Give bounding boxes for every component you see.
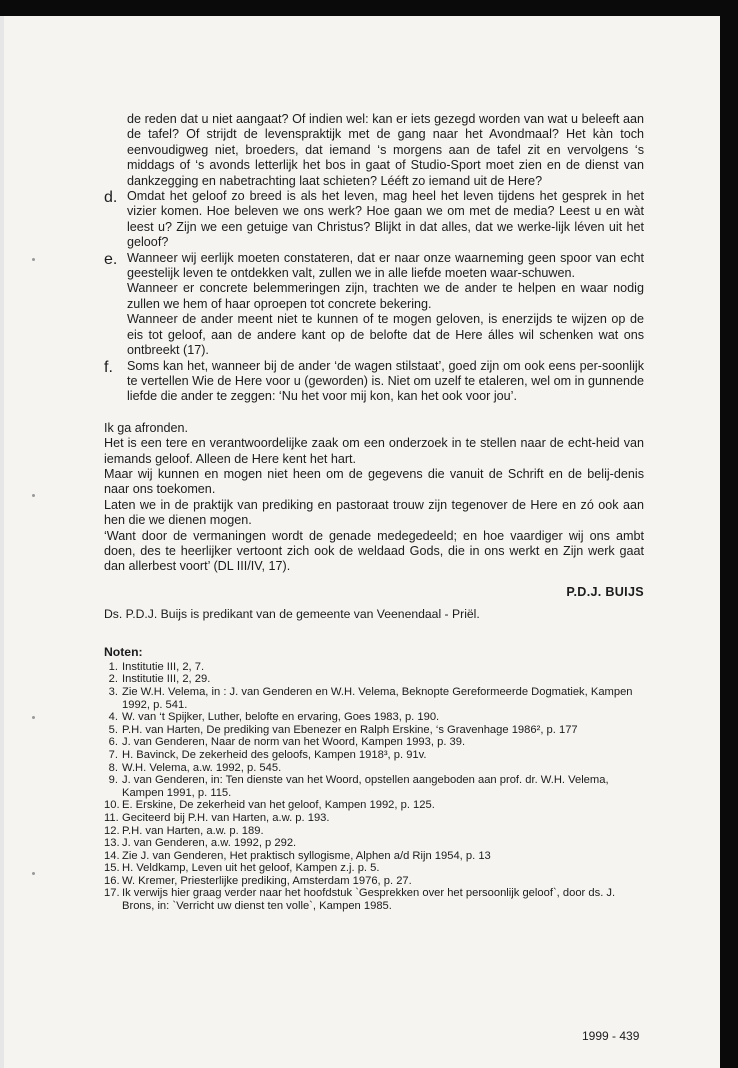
note-text: H. Bavinck, De zekerheid des geloofs, Kampen 1918³, p. 91v. (122, 748, 427, 761)
author-bio: Ds. P.D.J. Buijs is predikant van de gemeente van Veenendaal - Priël. (104, 606, 480, 621)
article-body (104, 112, 644, 913)
note-text: P.H. van Harten, a.w. p. 189. (122, 824, 264, 837)
scan-speck (32, 872, 35, 875)
note-number: 4. (108, 711, 118, 724)
scan-top-border (0, 0, 738, 16)
note-item (104, 749, 644, 762)
note-number: 11. (104, 811, 119, 824)
list-label: d. (104, 189, 118, 207)
note-item (104, 799, 644, 812)
scan-right-border (720, 0, 738, 1068)
note-item (104, 774, 644, 799)
note-text: W. van ‘t Spijker, Luther, belofte en ervaring, Goes 1983, p. 190. (122, 711, 440, 724)
note-item (104, 686, 644, 711)
note-number: 5. (108, 723, 118, 736)
note-text: Ik verwijs hier graag verder naar het hoofdstuk `Gesprekken over het persoonlijk geloof`, door ds. J. Brons, in: `Verricht uw dienst ten volle`, Kampen 1985. (122, 887, 616, 913)
note-number: 14. (104, 849, 120, 862)
closing-quote: ‘Want door de vermaningen wordt de genade medegedeeld; en hoe vaardiger wij ons ambt doen, des te heerlijker vertoont zich ook de weldaad Gods, die in ons werkt en Zijn werk gaat dan allerbest voort’ (DL III/IV, 17). (104, 528, 644, 574)
list-item-f (104, 359, 644, 405)
note-item (104, 661, 644, 674)
note-item (104, 850, 644, 863)
list-label: e. (104, 250, 118, 268)
note-text: Zie W.H. Velema, in : J. van Genderen en W.H. Velema, Beknopte Gereformeerde Dogmatiek, Kampen 1992, p. 541. (122, 685, 633, 711)
list-item-c-continuation (104, 112, 644, 189)
notes-list (104, 661, 644, 913)
note-number: 3. (108, 685, 118, 698)
note-number: 9. (108, 774, 118, 787)
note-item (104, 673, 644, 686)
note-text: Institutie III, 2, 7. (122, 660, 205, 673)
closing-paragraph: Ik ga afronden. (104, 420, 189, 435)
scan-speck (32, 494, 35, 497)
note-text: Institutie III, 2, 29. (122, 673, 211, 686)
note-number: 2. (108, 673, 118, 686)
note-number: 1. (108, 660, 118, 673)
note-item (104, 736, 644, 749)
note-text: E. Erskine, De zekerheid van het geloof, Kampen 1992, p. 125. (122, 799, 435, 812)
scan-speck (32, 716, 35, 719)
note-item (104, 711, 644, 724)
paragraph: Soms kan het, wanneer bij de ander ‘de wagen stilstaat’, goed zijn om ook eens per-soonlijk te vertellen Wie de Here voor u (geworden) is. Niet om uzelf te etaleren, wel om in gunnende liefde die ander te zeggen: ‘Nu het voor mij kon, kan het ook voor jou’. (127, 358, 644, 404)
notes-heading: Noten: (104, 644, 143, 659)
note-number: 8. (108, 761, 118, 774)
paragraph: Wanneer er concrete belemmeringen zijn, trachten we de ander te helpen en waar nodig zullen we hem of haar oproepen tot concrete bekering. (127, 281, 644, 311)
note-text: J. van Genderen, Naar de norm van het Woord, Kampen 1993, p. 39. (122, 736, 466, 749)
note-item (104, 825, 644, 838)
paragraph: de reden dat u niet aangaat? Of indien wel: kan er iets gezegd worden van wat u beleeft aan de tafel? Of strijdt de levenspraktijk met de gang naar het Avondmaal? Het kàn toch eenvoudigweg niet, broeders, dat iemand ‘s morgens aan de tafel zit en vervolgens ‘s middags of ‘s avonds letterlijk het bos in gaat of Studio-Sport moet zien en de dienst van dankzegging en nabetrachting laat schieten? Lééft zo iemand uit de Here? (127, 112, 644, 188)
note-item (104, 762, 644, 775)
note-number: 15. (104, 862, 120, 875)
note-item (104, 837, 644, 850)
note-text: W. Kremer, Priesterlijke prediking, Amsterdam 1976, p. 27. (122, 874, 412, 887)
note-item (104, 887, 644, 912)
note-number: 6. (108, 736, 118, 749)
scan-speck (32, 258, 35, 261)
note-item (104, 875, 644, 888)
note-number: 12. (104, 824, 120, 837)
page-number: 1999 - 439 (582, 1029, 640, 1043)
note-text: Geciteerd bij P.H. van Harten, a.w. p. 193. (122, 811, 330, 824)
closing-paragraph: Maar wij kunnen en mogen niet heen om de gegevens die vanuit de Schrift en de belij-denis naar ons toekomen. (104, 466, 644, 497)
note-text: H. Veldkamp, Leven uit het geloof, Kampen z.j. p. 5. (122, 862, 380, 875)
closing-paragraph: Laten we in de praktijk van prediking en pastoraat trouw zijn tegenover de Here en zó ook aan hen die we dienen mogen. (104, 497, 644, 528)
list-label: f. (104, 358, 113, 376)
note-text: P.H. van Harten, De prediking van Ebenezer en Ralph Erskine, ‘s Gravenhage 1986², p. 177 (122, 723, 578, 736)
note-text: Zie J. van Genderen, Het praktisch syllogisme, Alphen a/d Rijn 1954, p. 13 (122, 849, 491, 862)
note-number: 16. (104, 874, 120, 887)
note-number: 7. (108, 748, 118, 761)
author-signature: P.D.J. BUIJS (566, 584, 644, 599)
document-page (4, 16, 720, 1068)
paragraph: Wanneer de ander meent niet te kunnen of te mogen geloven, is enerzijds te wijzen op de eis tot geloof, aan de andere kant op de belofte dat de Here álles wil schenken wat ons ontbreekt (17). (127, 312, 644, 358)
note-item (104, 812, 644, 825)
note-text: J. van Genderen, a.w. 1992, p 292. (122, 837, 297, 850)
closing-paragraph: Het is een tere en verantwoordelijke zaak om een onderzoek in te stellen naar de echt-heid van iemands geloof. Alleen de Here kent het hart. (104, 436, 644, 466)
note-text: W.H. Velema, a.w. 1992, p. 545. (122, 761, 282, 774)
note-item (104, 862, 644, 875)
paragraph: Omdat het geloof zo breed is als het leven, mag heel het leven tijdens het gesprek in het vizier komen. Hoe beleven we ons werk? Hoe gaan we om met de media? Leest u en wàt leest u? Zijn we een getuige van Christus? Blijkt in dat alles, dat we werke-lijk léven uit het geloof? (127, 189, 644, 250)
list-item-e (104, 251, 644, 359)
note-number: 17. (104, 887, 120, 900)
note-item (104, 724, 644, 737)
note-text: J. van Genderen, in: Ten dienste van het Woord, opstellen aangeboden aan prof. dr. W.H. Velema, Kampen 1991, p. 115. (122, 774, 609, 799)
list-item-d (104, 189, 644, 251)
note-number: 13. (104, 837, 120, 850)
paragraph: Wanneer wij eerlijk moeten constateren, dat er naar onze waarneming geen spoor van echt geestelijk leven te ontdekken valt, zullen we in alle liefde moeten waar-schuwen. (127, 250, 644, 281)
note-number: 10. (104, 799, 120, 812)
